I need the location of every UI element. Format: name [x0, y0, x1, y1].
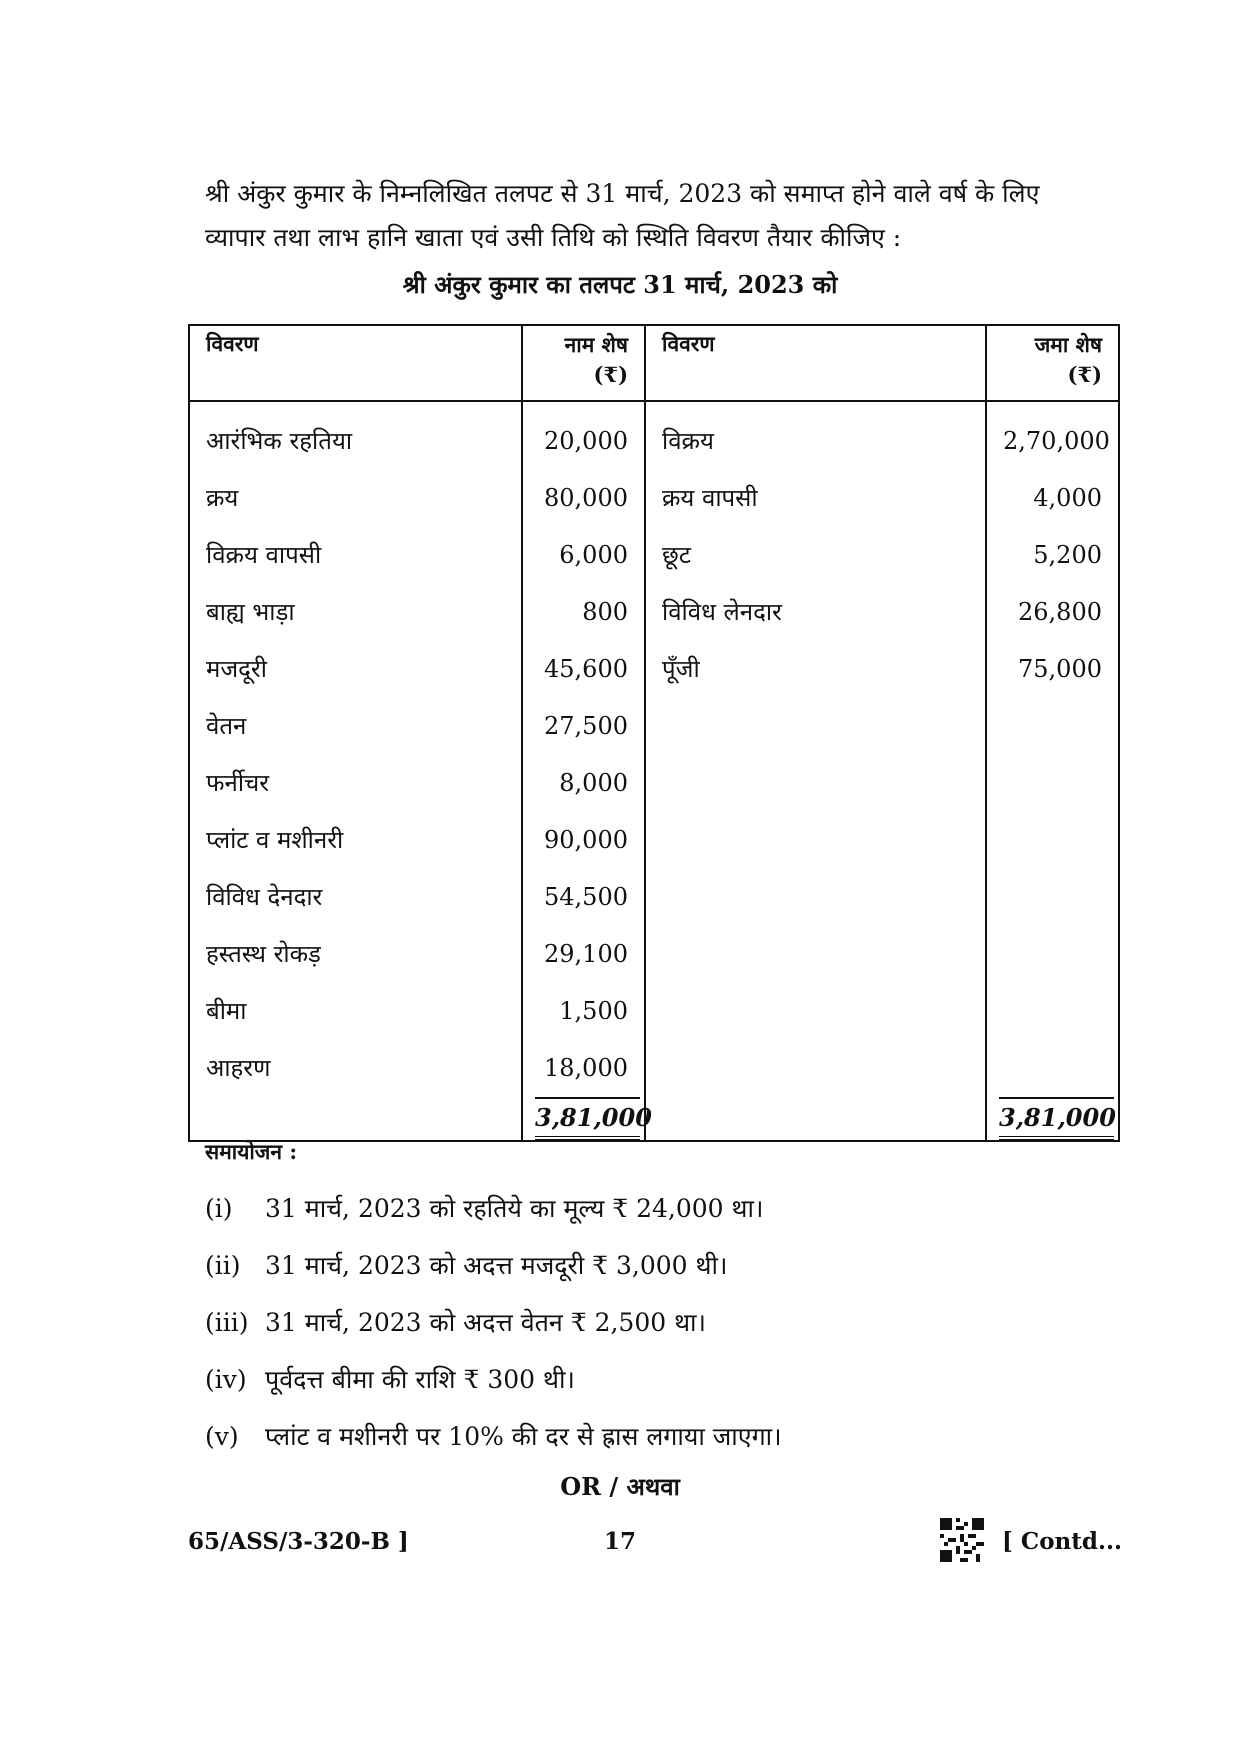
debit-item: फर्नीचर: [189, 754, 522, 811]
debit-item: प्लांट व मशीनरी: [189, 811, 522, 868]
table-row: [189, 982, 1119, 1039]
table-header-row: [189, 325, 1119, 401]
adjustment-item: [205, 1294, 1105, 1351]
adjustment-item: [205, 1180, 1105, 1237]
credit-item: [645, 982, 986, 1039]
credit-amount: [986, 697, 1119, 754]
table-row: [189, 640, 1119, 697]
debit-item: मजदूरी: [189, 640, 522, 697]
header-credit: [986, 325, 1119, 401]
debit-item: बाह्य भाड़ा: [189, 583, 522, 640]
debit-item: क्रय: [189, 469, 522, 526]
debit-item: विक्रय वापसी: [189, 526, 522, 583]
table-row: [189, 401, 1119, 469]
debit-item: आहरण: [189, 1039, 522, 1096]
question-intro: श्री अंकुर कुमार के निम्नलिखित तलपट से 31 मार्च, 2023 को समाप्त होने वाले वर्ष के लिए व्यापार तथा लाभ हानि खाता एवं उसी तिथि को स्थिति विवरण तैयार कीजिए :: [205, 179, 1040, 252]
credit-item: [645, 811, 986, 868]
debit-amount: 1,500: [522, 982, 645, 1039]
credit-item: विविध लेनदार: [645, 583, 986, 640]
total-row: [189, 1096, 1119, 1141]
credit-item: पूँजी: [645, 640, 986, 697]
trial-balance-title: श्री अंकुर कुमार का तलपट 31 मार्च, 2023 को: [402, 270, 838, 299]
adjustment-item: [205, 1351, 1105, 1408]
debit-amount: 90,000: [522, 811, 645, 868]
table-row: [189, 754, 1119, 811]
adjustment-number: (iv): [205, 1365, 247, 1394]
credit-item: [645, 1039, 986, 1096]
debit-item: विविध देनदार: [189, 868, 522, 925]
total-debit-value: 3,81,000: [535, 1097, 640, 1140]
credit-item: [645, 697, 986, 754]
credit-amount: [986, 811, 1119, 868]
debit-item: वेतन: [189, 697, 522, 754]
debit-amount: 45,600: [522, 640, 645, 697]
credit-amount: 5,200: [986, 526, 1119, 583]
adjustment-number: (i): [205, 1194, 233, 1223]
credit-amount: [986, 868, 1119, 925]
total-spacer-credit: [645, 1096, 986, 1141]
adjustment-number: (v): [205, 1422, 239, 1451]
continued-label: [ Contd...: [1002, 1528, 1122, 1555]
credit-item: छूट: [645, 526, 986, 583]
credit-amount: [986, 1039, 1119, 1096]
credit-amount: [986, 754, 1119, 811]
table-row: [189, 526, 1119, 583]
adjustment-text: प्लांट व मशीनरी पर 10% की दर से ह्रास लगाया जाएगा।: [265, 1422, 782, 1451]
adjustment-number: (iii): [205, 1308, 249, 1337]
debit-amount: 27,500: [522, 697, 645, 754]
table-row: [189, 1039, 1119, 1096]
credit-item: विक्रय: [645, 401, 986, 469]
trial-balance-table: [188, 324, 1120, 1142]
debit-amount: 8,000: [522, 754, 645, 811]
credit-amount: 2,70,000: [986, 401, 1119, 469]
total-credit: [986, 1096, 1119, 1141]
adjustment-item: [205, 1408, 1105, 1465]
table-row: [189, 697, 1119, 754]
credit-amount: 4,000: [986, 469, 1119, 526]
total-credit-value: 3,81,000: [999, 1097, 1114, 1140]
adjustment-number: (ii): [205, 1251, 241, 1280]
header-particulars-debit: विवरण: [189, 325, 522, 401]
table-row: [189, 925, 1119, 982]
adjustment-text: 31 मार्च, 2023 को अदत्त वेतन ₹ 2,500 था।: [265, 1308, 707, 1337]
table-row: [189, 811, 1119, 868]
debit-amount: 29,100: [522, 925, 645, 982]
adjustments-heading: समायोजन :: [205, 1139, 298, 1164]
debit-amount: 800: [522, 583, 645, 640]
adjustments-list: [205, 1180, 1105, 1465]
header-credit-unit: (₹): [1067, 362, 1102, 387]
adjustment-text: पूर्वदत्त बीमा की राशि ₹ 300 थी।: [265, 1365, 575, 1394]
or-separator: OR / अथवा: [560, 1472, 680, 1501]
debit-item: हस्तस्थ रोकड़: [189, 925, 522, 982]
adjustment-text: 31 मार्च, 2023 को अदत्त मजदूरी ₹ 3,000 थी।: [265, 1251, 728, 1280]
paper-code: 65/ASS/3-320-B ]: [188, 1528, 409, 1555]
total-debit: [522, 1096, 652, 1141]
credit-amount: 26,800: [986, 583, 1119, 640]
page-number: 17: [603, 1528, 636, 1555]
qr-code-icon: [940, 1518, 984, 1562]
table-row: [189, 868, 1119, 925]
debit-amount: 6,000: [522, 526, 645, 583]
credit-amount: [986, 925, 1119, 982]
credit-item: [645, 754, 986, 811]
credit-item: [645, 925, 986, 982]
header-credit-label: जमा शेष: [1034, 332, 1102, 357]
debit-amount: 20,000: [522, 401, 645, 469]
debit-amount: 80,000: [522, 469, 645, 526]
header-particulars-credit: विवरण: [645, 325, 986, 401]
credit-amount: 75,000: [986, 640, 1119, 697]
header-debit: [522, 325, 645, 401]
header-debit-unit: (₹): [593, 362, 628, 387]
header-debit-label: नाम शेष: [564, 332, 628, 357]
credit-item: क्रय वापसी: [645, 469, 986, 526]
debit-amount: 18,000: [522, 1039, 645, 1096]
table-row: [189, 583, 1119, 640]
table-row: [189, 469, 1119, 526]
total-spacer-debit: [189, 1096, 522, 1141]
credit-amount: [986, 982, 1119, 1039]
credit-item: [645, 868, 986, 925]
debit-item: बीमा: [189, 982, 522, 1039]
debit-amount: 54,500: [522, 868, 645, 925]
debit-item: आरंभिक रहतिया: [189, 401, 522, 469]
adjustment-item: [205, 1237, 1105, 1294]
adjustment-text: 31 मार्च, 2023 को रहतिये का मूल्य ₹ 24,000 था।: [265, 1194, 764, 1223]
